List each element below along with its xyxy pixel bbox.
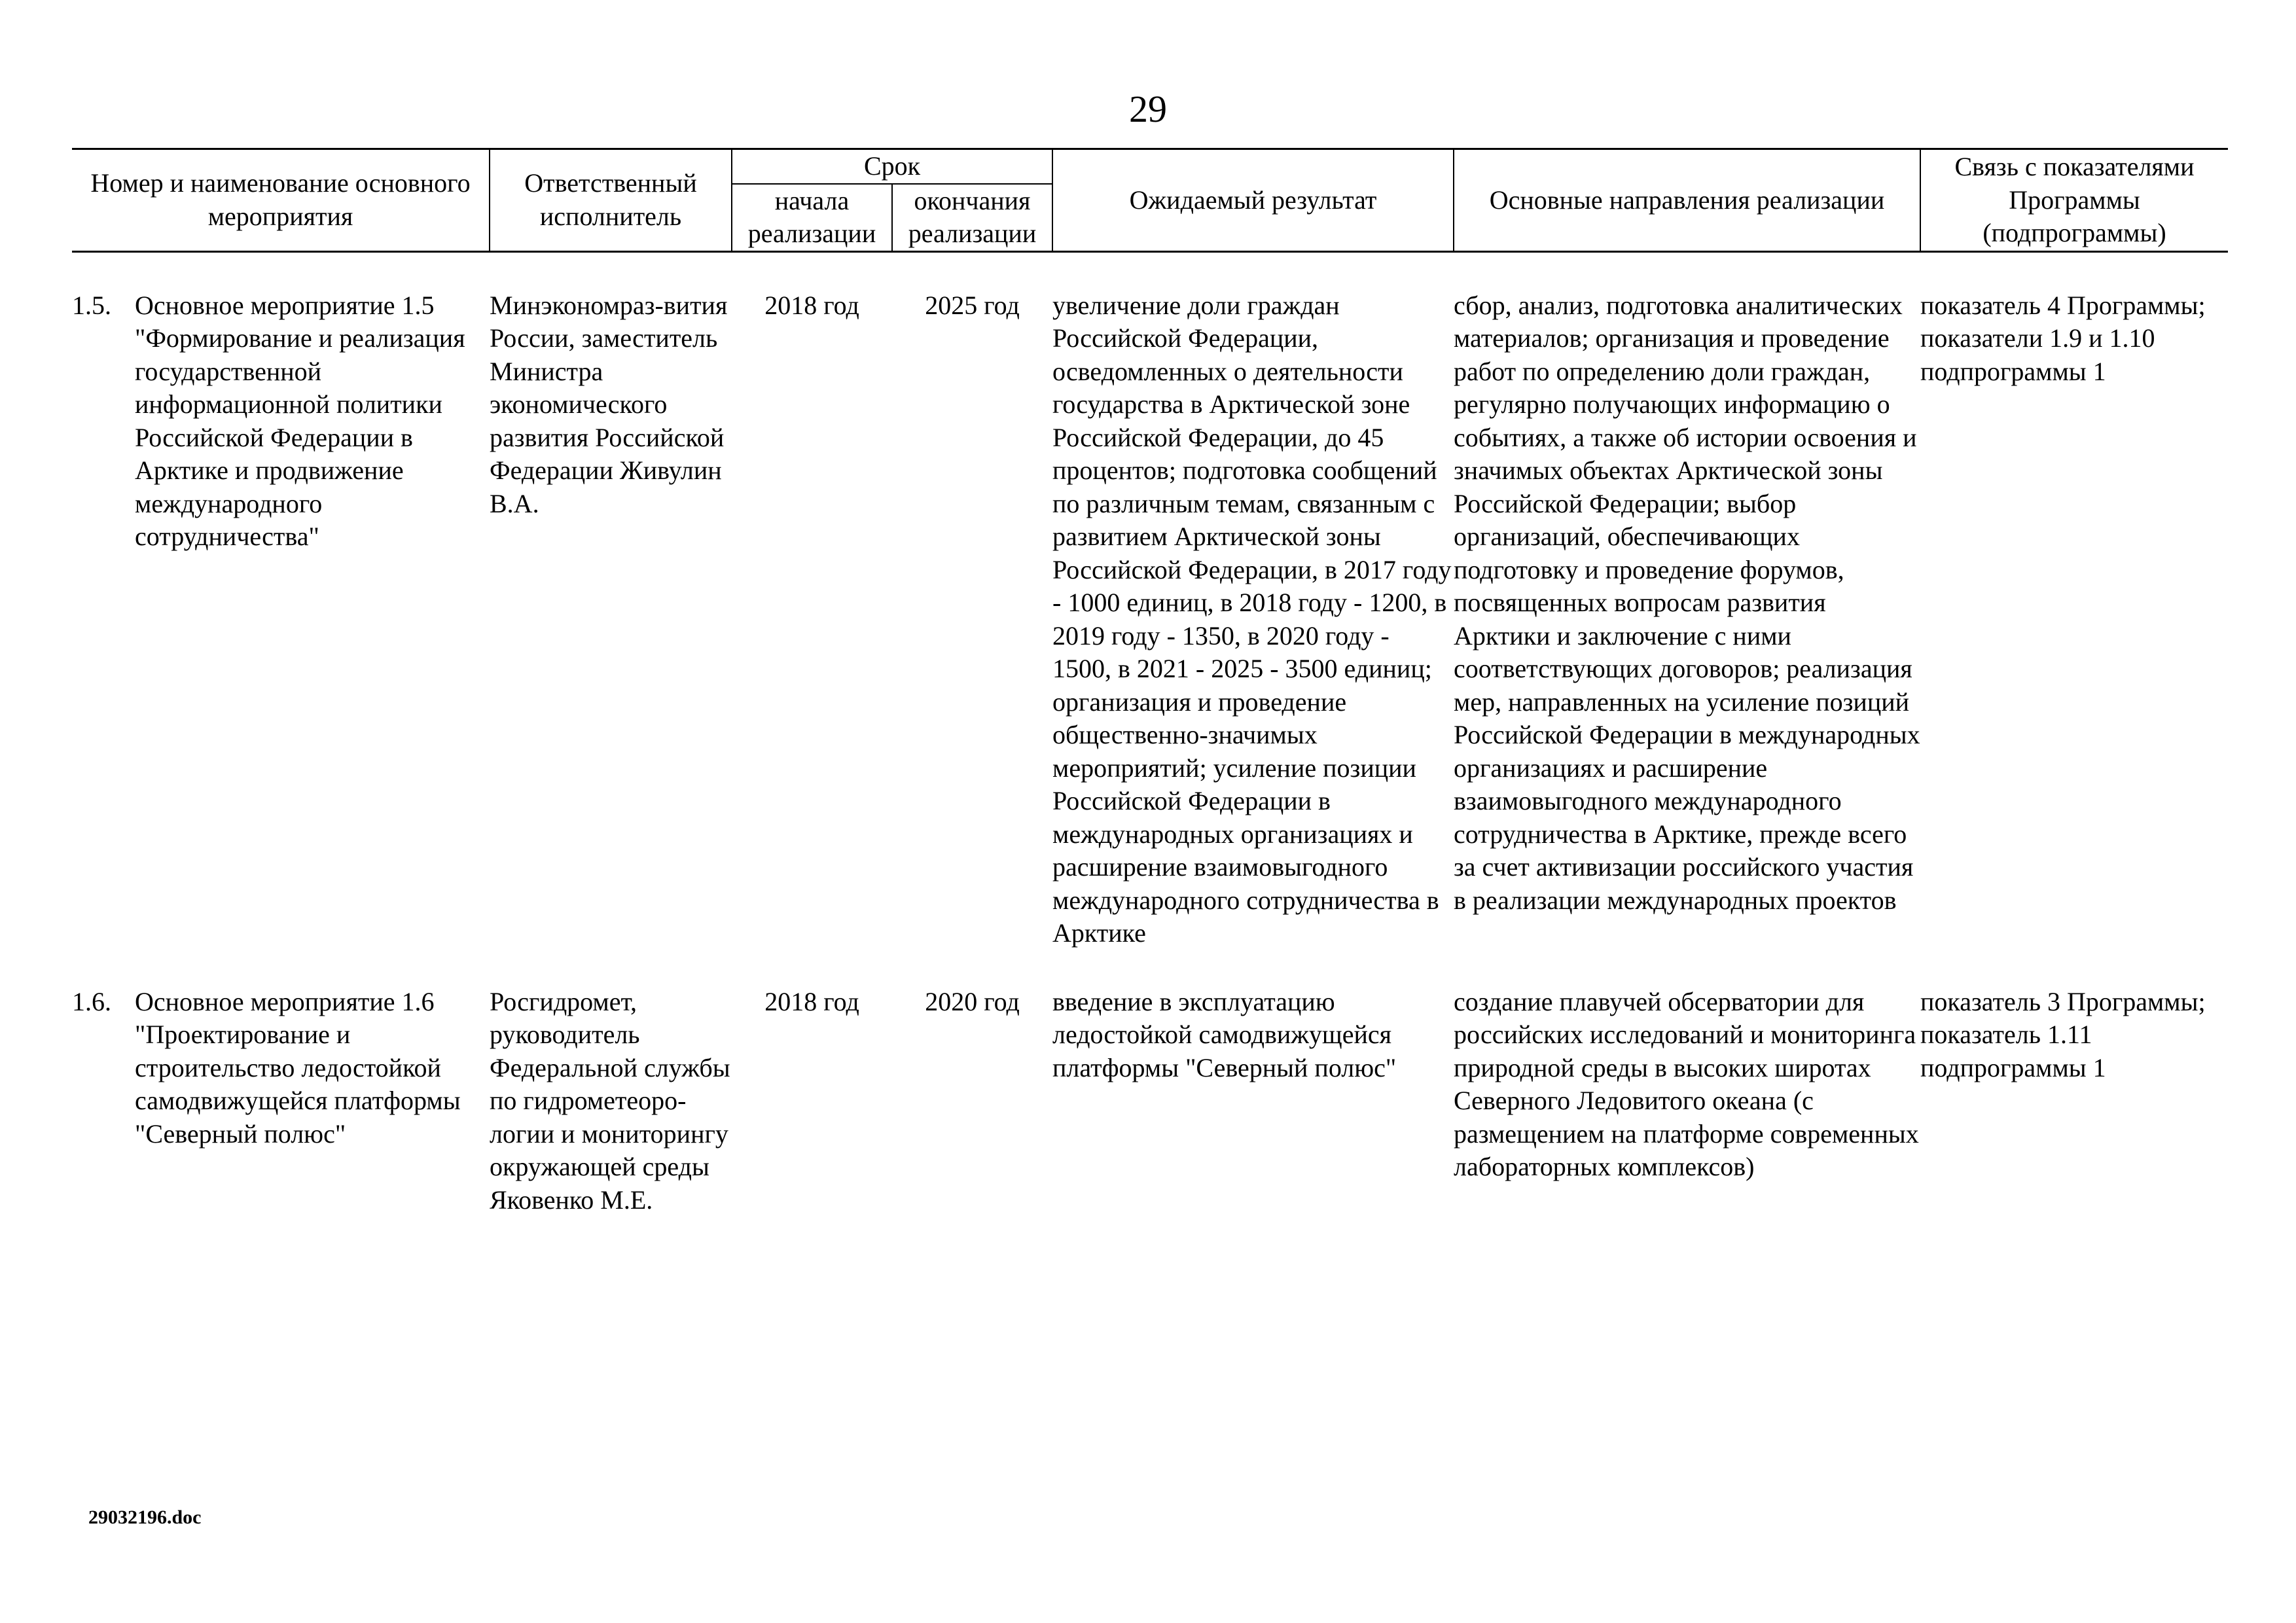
header-row-top: [72, 149, 2228, 184]
row-number: 1.5.: [72, 290, 111, 320]
end-year: 2025 год: [925, 290, 1020, 320]
measure-cell: [72, 986, 490, 1217]
expected-result: увеличение доли граждан Российской Федерации, осведомленных о деятельности государства в Арктической зоне Российской Федерации, до 45 процентов; подготовка сообщений по различным темам, связанным с развитием Арктической зоны Российской Федерации, в 2017 году - 1000 единиц, в 2018 году - 1200, в 2019 году - 1350, в 2020 году - 1500, в 2021 - 2025 - 3500 единиц; организация и проведение общественно-значимых мероприятий; усиление позиции Российской Федерации в международных организациях и расширение взаимовыгодного международного сотрудничества в Арктике: [1052, 290, 1452, 948]
header-result: Ожидаемый результат: [1052, 149, 1454, 252]
executor: Минэкономраз-вития России, заместитель Министра экономического развития Российской Федерации Живулин В.А.: [490, 290, 728, 518]
directions: создание плавучей обсерватории для российских исследований и мониторинга природной среды в высоких широтах Северного Ледовитого океана (с размещением на платформе современных лабораторных комплексов): [1454, 986, 1919, 1181]
directions: сбор, анализ, подготовка аналитических материалов; организация и проведение работ по определению доли граждан, регулярно получающих информацию о событиях, а также об истории освоения и значимых объектах Арктической зоны Российской Федерации; выбор организаций, обеспечивающих подготовку и проведение форумов, посвященных вопросам развития Арктики и заключение с ними соответствующих договоров; реализация мер, направленных на усиление позиций Российской Федерации в международных организациях и расширение взаимовыгодного международного сотрудничества в Арктике, прежде всего за счет активизации российского участия в реализации международных проектов: [1454, 290, 1920, 915]
header-end: окончания реализации: [892, 184, 1052, 252]
header-executor: Ответственный исполнитель: [490, 149, 732, 252]
row-number: 1.6.: [72, 986, 111, 1016]
footer-filename: 29032196.doc: [88, 1507, 202, 1528]
indicator-link: показатель 4 Программы; показатели 1.9 и 1.10 подпрограммы 1: [1920, 290, 2206, 386]
measure-name: Основное мероприятие 1.6 "Проектирование и строительство ледостойкой самодвижущейся платформы "Северный полюс": [135, 986, 461, 1149]
measures-table: [72, 148, 2228, 1217]
indicator-link: показатель 3 Программы; показатель 1.11 подпрограммы 1: [1920, 986, 2206, 1082]
end-year: 2020 год: [925, 986, 1020, 1016]
start-year: 2018 год: [764, 986, 859, 1016]
expected-result: введение в эксплуатацию ледостойкой самодвижущейся платформы "Северный полюс": [1052, 986, 1397, 1082]
header-name: Номер и наименование основного мероприятия: [72, 149, 490, 252]
table-row: [72, 986, 2228, 1217]
header-link: Связь с показателями Программы (подпрограммы): [1920, 149, 2228, 252]
header-directions: Основные направления реализации: [1454, 149, 1920, 252]
header-start: начала реализации: [732, 184, 892, 252]
measure-name: Основное мероприятие 1.5 "Формирование и реализация государственной информационной политики Российской Федерации в Арктике и продвижение международного сотрудничества": [135, 290, 465, 551]
table-row: [72, 289, 2228, 950]
page-number: 29: [1129, 88, 1167, 130]
start-year: 2018 год: [764, 290, 859, 320]
header-term: Срок: [732, 149, 1052, 184]
measure-cell: [72, 289, 490, 950]
executor: Росгидромет, руководитель Федеральной службы по гидрометеоро-логии и мониторингу окружающей среды Яковенко М.Е.: [490, 986, 730, 1215]
